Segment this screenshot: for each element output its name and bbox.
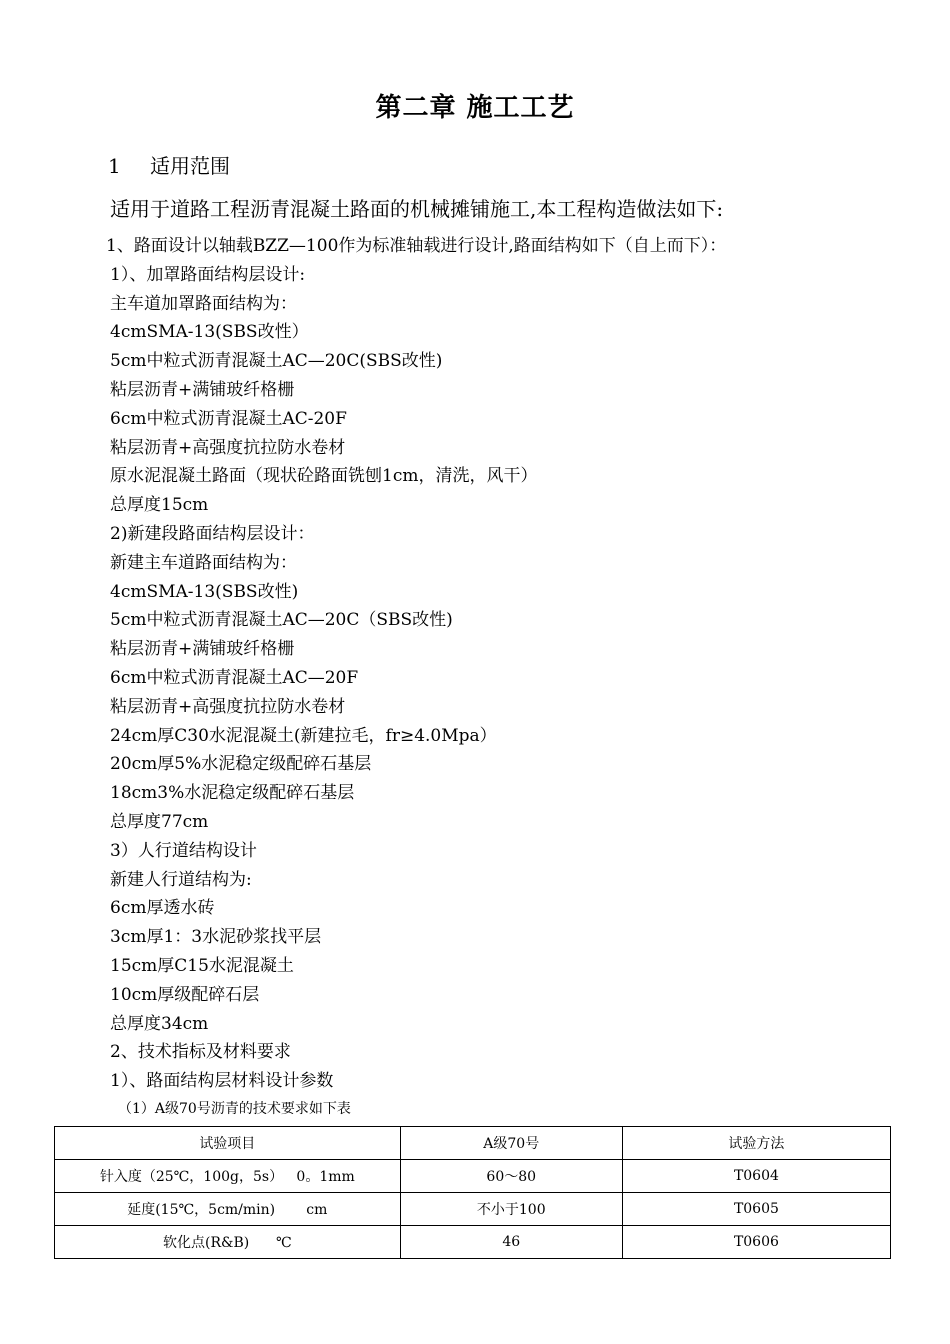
body-line: 粘层沥青+满铺玻纤格栅 bbox=[110, 379, 295, 400]
body-line: 1）、加罩路面结构层设计: bbox=[110, 264, 306, 285]
body-line: 新建主车道路面结构为： bbox=[110, 552, 297, 573]
body-line: 粘层沥青+高强度抗拉防水卷材 bbox=[110, 437, 346, 458]
header-cell: A级70号 bbox=[400, 1127, 622, 1160]
body-line: 1）、路面结构层材料设计参数 bbox=[110, 1071, 334, 1092]
table-cell: T0605 bbox=[622, 1193, 890, 1226]
table-row bbox=[55, 1160, 891, 1193]
body-line: 1、路面设计以轴载BZZ—100作为标准轴载进行设计,路面结构如下（自上而下）： bbox=[106, 236, 727, 256]
table-header-row bbox=[55, 1127, 891, 1160]
body-line: 5cm中粒式沥青混凝土AC—20C(SBS改性) bbox=[110, 351, 443, 372]
body-line: 15cm厚C15水泥混凝土 bbox=[110, 955, 294, 976]
table-caption: （1）A级70号沥青的技术要求如下表 bbox=[118, 1101, 351, 1117]
table-cell: T0606 bbox=[622, 1226, 890, 1259]
body-line: 总厚度15cm bbox=[110, 495, 209, 516]
body-line: 2)新建段路面结构层设计： bbox=[110, 523, 315, 544]
body-line: 4cmSMA-13(SBS改性) bbox=[110, 581, 299, 602]
table-cell: 针入度（25℃，100g，5s） 0。1mm bbox=[55, 1160, 401, 1193]
body-line: 6cm中粒式沥青混凝土AC—20F bbox=[110, 667, 359, 688]
structure-list bbox=[106, 232, 910, 1096]
body-line: 6cm厚透水砖 bbox=[110, 898, 215, 919]
section-title: 适用范围 bbox=[150, 154, 230, 178]
body-line: 粘层沥青+满铺玻纤格栅 bbox=[110, 639, 295, 660]
body-line: 5cm中粒式沥青混凝土AC—20C（SBS改性) bbox=[110, 610, 453, 631]
body-line: 20cm厚5%水泥稳定级配碎石基层 bbox=[110, 754, 372, 775]
body-line: 新建人行道结构为: bbox=[110, 869, 252, 890]
body-line: 6cm中粒式沥青混凝土AC-20F bbox=[110, 408, 347, 429]
table-cell: 46 bbox=[400, 1226, 622, 1259]
table-cell: T0604 bbox=[622, 1160, 890, 1193]
body-line: 3）人行道结构设计 bbox=[110, 840, 257, 861]
chapter-title: 第二章 施工工艺 bbox=[375, 93, 575, 123]
table-cell: 延度(15℃，5cm/min) cm bbox=[55, 1193, 401, 1226]
header-cell: 试验方法 bbox=[622, 1127, 890, 1160]
table-cell: 不小于100 bbox=[400, 1193, 622, 1226]
body-line: 总厚度77cm bbox=[110, 811, 209, 832]
intro-paragraph: 适用于道路工程沥青混凝土路面的机械摊铺施工,本工程构造做法如下: bbox=[110, 197, 724, 221]
body-line: 2、技术指标及材料要求 bbox=[110, 1042, 291, 1063]
table-row bbox=[55, 1193, 891, 1226]
body-line: 原水泥混凝土路面（现状砼路面铣刨1cm，清洗，风干） bbox=[110, 466, 538, 487]
header-cell: 试验项目 bbox=[55, 1127, 401, 1160]
body-line: 24cm厚C30水泥混凝土(新建拉毛，fr≥4.0Mpa） bbox=[110, 725, 497, 746]
body-line: 总厚度34cm bbox=[110, 1013, 209, 1034]
section-heading bbox=[108, 150, 230, 182]
body-line: 4cmSMA-13(SBS改性） bbox=[110, 322, 309, 343]
body-line: 主车道加罩路面结构为： bbox=[110, 293, 297, 314]
asphalt-spec-table bbox=[54, 1126, 891, 1259]
body-line: 18cm3%水泥稳定级配碎石基层 bbox=[110, 783, 355, 804]
body-line: 3cm厚1：3水泥砂浆找平层 bbox=[110, 927, 322, 948]
section-number: 1 bbox=[108, 154, 121, 178]
table-cell: 60～80 bbox=[400, 1160, 622, 1193]
table-row bbox=[55, 1226, 891, 1259]
table-cell: 软化点(R&B) ℃ bbox=[55, 1226, 401, 1259]
body-line: 粘层沥青+高强度抗拉防水卷材 bbox=[110, 696, 346, 717]
body-line: 10cm厚级配碎石层 bbox=[110, 984, 260, 1005]
